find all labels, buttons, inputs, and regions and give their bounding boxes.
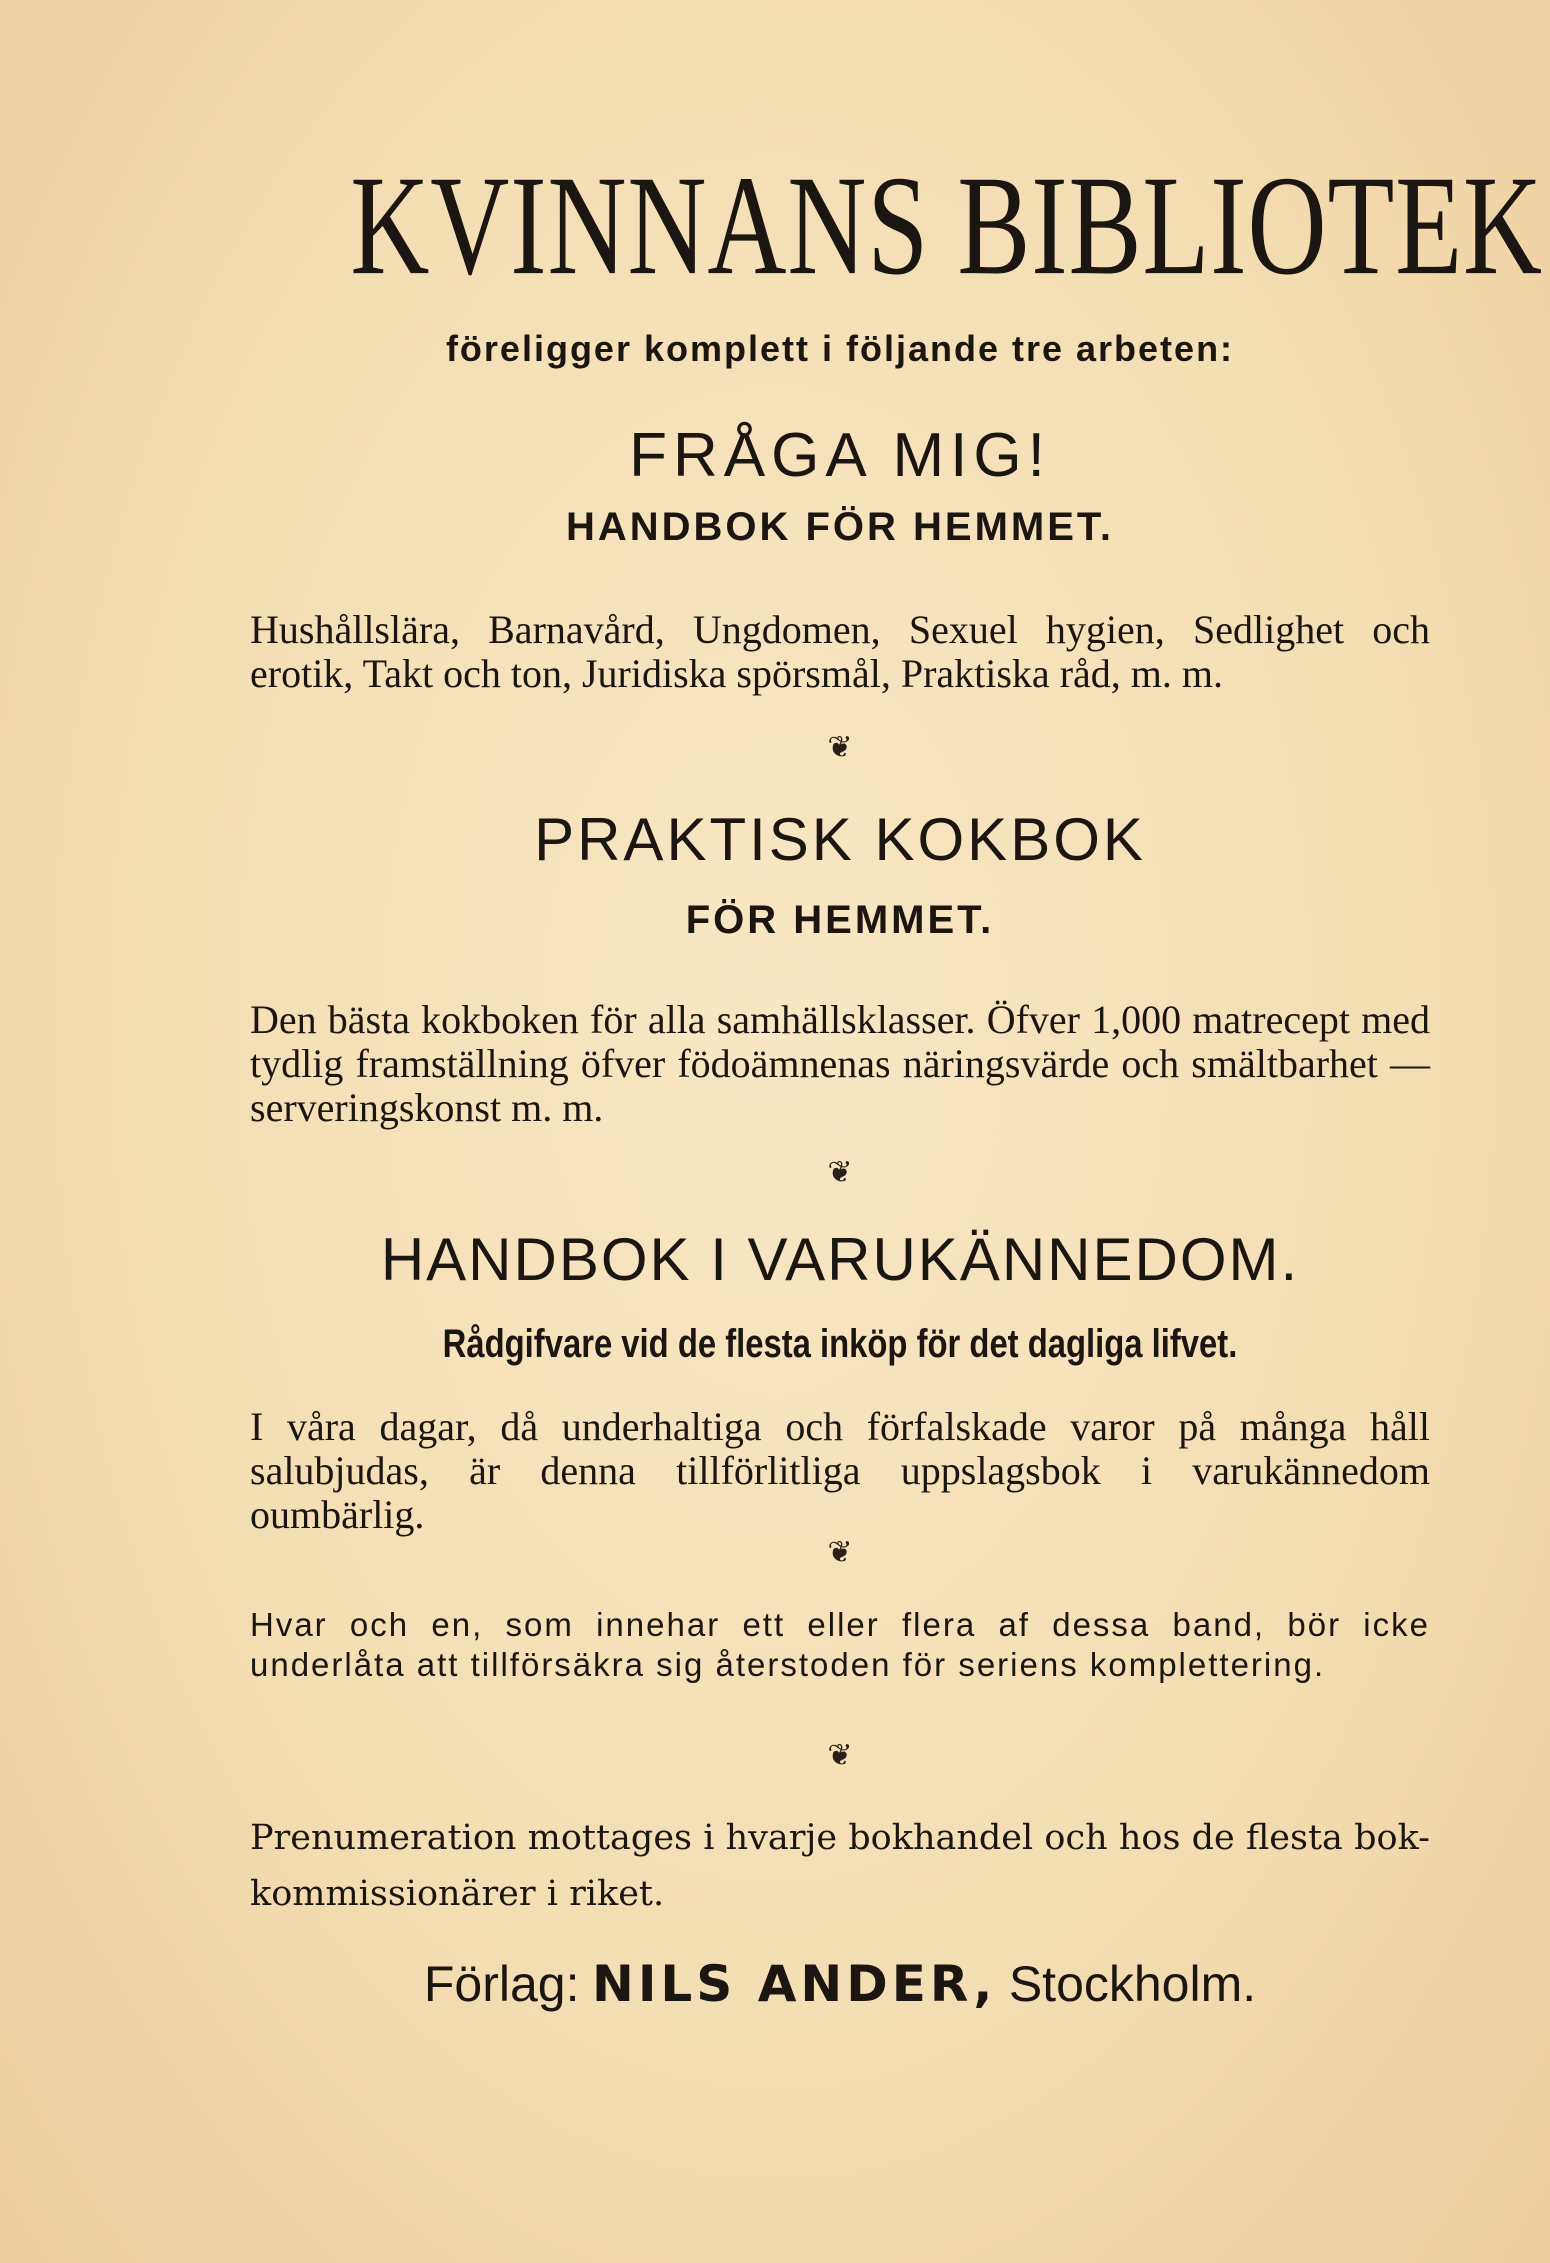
book-3-title: HANDBOK I VARUKÄNNEDOM. — [380, 1226, 1300, 1293]
book-2-description: Den bästa kokboken för alla samhällsklasser. Öfver 1,000 matrecept med tydlig framställning öfver födoämnenas näringsvärde och smältbarhet — serveringskonst m. m. — [250, 997, 1430, 1130]
book-3-description: I våra dagar, då underhaltiga och förfalskade varor på många håll salubjudas, är denna tillförlitliga uppslagsbok i varukännedom oumbärlig. — [250, 1404, 1430, 1537]
subscription-info: Prenumeration mottages i hvarje bokhandel och hos de flesta bok-kommissionärer i riket. — [250, 1818, 1430, 1914]
ornament-1: ❦ — [827, 731, 853, 764]
completion-notice: Hvar och en, som innehar ett eller flera af dessa band, bör icke underlåta att tillförsäkra sig återstoden för seriens komplettering. — [250, 1606, 1430, 1683]
publisher-label: Förlag: — [423, 1956, 580, 2012]
publisher-line — [250, 1955, 1430, 2013]
ornament-3: ❦ — [827, 1536, 853, 1569]
publisher-city: Stockholm. — [1008, 1956, 1257, 2012]
book-1-subtitle: HANDBOK FÖR HEMMET. — [565, 505, 1115, 549]
page-title: KVINNANS BIBLIOTEK — [350, 145, 1543, 305]
ornament-2: ❦ — [827, 1156, 853, 1189]
page-subtitle: föreligger komplett i följande tre arbeten: — [445, 328, 1235, 369]
book-1-description: Hushållslära, Barnavård, Ungdomen, Sexuel hygien, Sedlighet och erotik, Takt och ton, Juridiska spörsmål, Praktiska råd, m. m. — [250, 607, 1430, 696]
book-2-title: PRAKTISK KOKBOK — [534, 806, 1146, 873]
book-1-title: FRÅGA MIG! — [629, 421, 1051, 490]
book-2-subtitle: FÖR HEMMET. — [685, 898, 995, 942]
ornament-4: ❦ — [827, 1739, 853, 1772]
book-3-subtitle: Rådgifvare vid de flesta inköp för det dagliga lifvet. — [442, 1322, 1238, 1366]
publisher-name: NILS ANDER, — [591, 1955, 997, 2013]
